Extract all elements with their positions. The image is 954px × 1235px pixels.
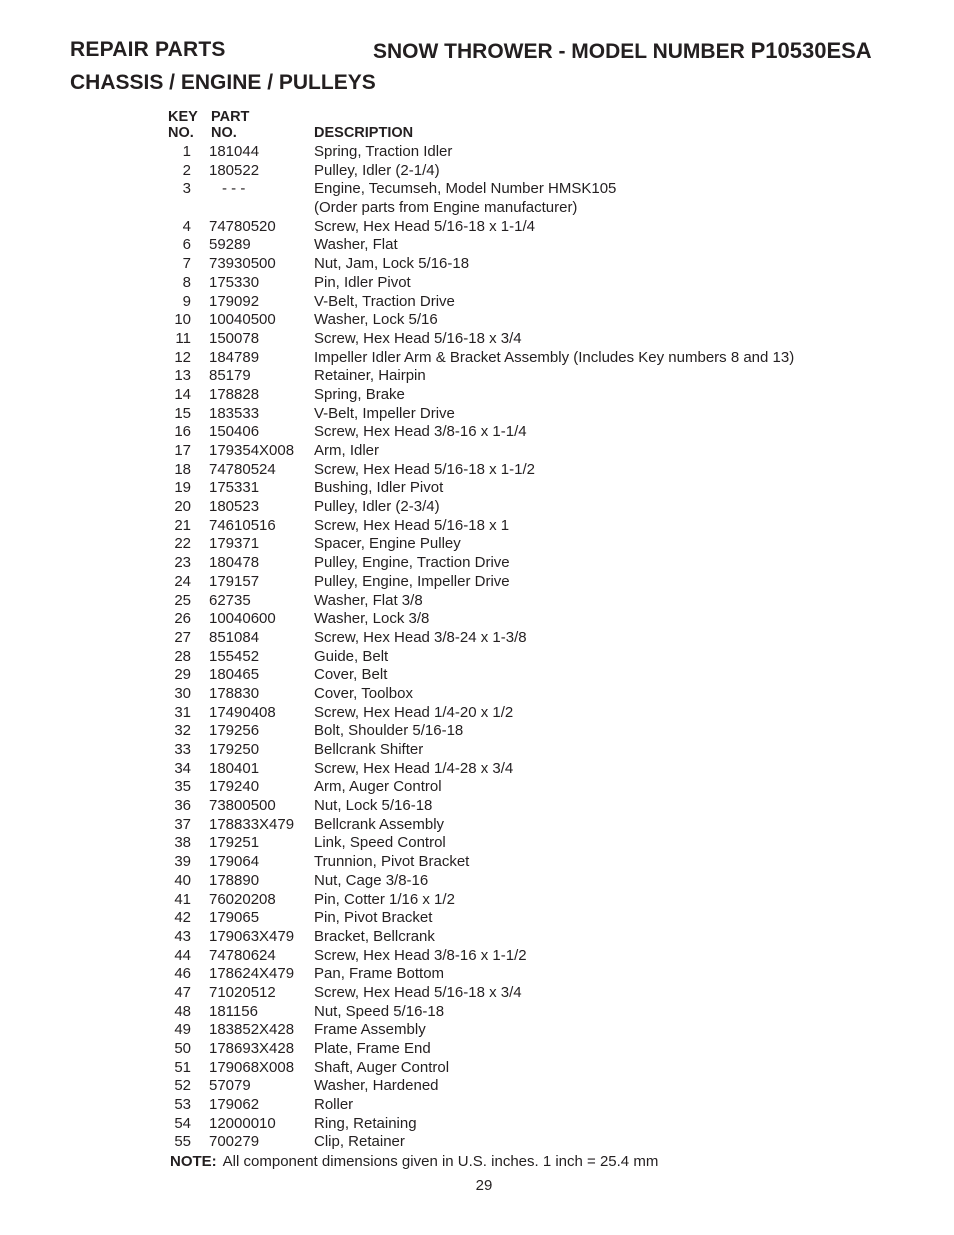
table-row [168,1077,848,1096]
part-description [314,498,440,517]
key-number: 32 [174,722,191,740]
part-description [314,1115,417,1134]
part-number: 179092 [209,292,260,310]
part-description [314,461,535,480]
table-row [168,255,848,274]
description-line: Pulley, Engine, Traction Drive [314,554,510,572]
description-line: Link, Speed Control [314,834,446,852]
table-row [168,535,848,554]
table-row [168,853,848,872]
description-line: Screw, Hex Head 5/16-18 x 1-1/2 [314,460,535,478]
table-row [168,367,848,386]
part-number: 150078 [209,329,260,347]
table-row [168,162,848,181]
description-line: Bracket, Bellcrank [314,927,435,945]
part-number: 184789 [209,348,260,366]
part-description [314,180,616,217]
key-number: 55 [174,1133,191,1151]
part-number: 179354X008 [209,442,295,460]
part-number: 179250 [209,741,260,759]
part-description [314,909,432,928]
part-description [314,947,527,966]
key-number: 28 [174,647,191,665]
table-row [168,891,848,910]
description-line: Washer, Lock 5/16 [314,311,438,329]
description-line: Screw, Hex Head 5/16-18 x 3/4 [314,983,522,1001]
key-number: 7 [182,255,191,273]
description-line: Washer, Flat [314,236,398,254]
part-number: 179068X008 [209,1058,295,1076]
description-line: Guide, Belt [314,647,389,665]
part-description [314,872,428,891]
key-number: 11 [175,329,191,347]
part-number: 851084 [209,628,260,646]
part-number: 183533 [209,404,260,422]
description-line: Washer, Hardened [314,1077,439,1095]
key-number: 34 [174,759,191,777]
key-number: 35 [174,778,191,796]
part-description [314,648,388,667]
description-line: Pulley, Engine, Impeller Drive [314,572,510,590]
description-line: Screw, Hex Head 5/16-18 x 3/4 [314,329,522,347]
part-description [314,685,413,704]
table-row [168,573,848,592]
part-number: 181156 [209,1002,258,1020]
part-number: 179256 [209,722,260,740]
table-row [168,461,848,480]
key-number: 14 [174,385,191,403]
part-number: 179064 [209,853,260,871]
table-row [168,648,848,667]
part-header-line2: NO. [211,125,237,141]
description-line: Pulley, Idler (2-3/4) [314,498,440,516]
description-line: Bushing, Idler Pivot [314,479,444,497]
table-row [168,386,848,405]
table-row [168,143,848,162]
part-description [314,143,452,162]
description-line: V-Belt, Impeller Drive [314,404,455,422]
page-subtitle: CHASSIS / ENGINE / PULLEYS [70,71,376,94]
product-label: SNOW THROWER - MODEL NUMBER [373,40,745,63]
part-description [314,330,522,349]
key-number: 54 [174,1114,191,1132]
part-number: 10040500 [209,311,276,329]
part-number: 180401 [209,759,260,777]
part-description [314,1077,439,1096]
part-number: 183852X428 [209,1021,295,1039]
part-number: 17490408 [209,703,276,721]
description-line: Impeller Idler Arm & Bracket Assembly (Includes Key numbers 8 and 13) [314,348,795,366]
part-number: 74780520 [209,217,276,235]
table-row [168,816,848,835]
part-number: 175331 [209,479,260,497]
part-description [314,891,455,910]
key-number: 22 [174,535,191,553]
part-description [314,218,535,237]
part-number: 179062 [209,1096,260,1114]
table-row [168,293,848,312]
part-description [314,405,455,424]
table-row [168,442,848,461]
part-description [314,349,794,368]
description-line: Pan, Frame Bottom [314,965,445,983]
table-row [168,274,848,293]
key-number: 18 [174,460,191,478]
key-number: 37 [174,815,191,833]
part-description [314,741,423,760]
description-line: Cover, Toolbox [314,684,413,702]
description-line: Pulley, Idler (2-1/4) [314,161,440,179]
part-description [314,479,443,498]
key-header-line2: NO. [168,125,194,141]
table-row [168,965,848,984]
key-number: 44 [174,946,191,964]
part-description [314,834,446,853]
table-row [168,236,848,255]
key-number: 52 [174,1077,191,1095]
part-number: 178890 [209,871,260,889]
description-header: DESCRIPTION [314,125,414,141]
page-number: 29 [475,1177,493,1194]
table-row [168,741,848,760]
description-line: Spring, Brake [314,385,405,403]
table-row [168,405,848,424]
table-row [168,1096,848,1115]
part-number: 178830 [209,684,260,702]
key-number: 19 [174,479,191,497]
part-number: 12000010 [209,1114,276,1132]
part-number: 76020208 [209,890,276,908]
table-row [168,498,848,517]
part-description [314,704,513,723]
table-row [168,797,848,816]
model-number: P10530ESA [750,38,872,63]
description-line: Clip, Retainer [314,1133,405,1151]
key-number: 27 [174,628,191,646]
part-description [314,722,463,741]
key-number: 10 [174,311,191,329]
key-number: 50 [174,1040,191,1058]
note [170,1153,658,1170]
part-description [314,1040,431,1059]
description-line: Cover, Belt [314,666,388,684]
part-description [314,816,444,835]
part-description [314,1021,426,1040]
part-number: 71020512 [209,983,276,1001]
key-number: 30 [174,684,191,702]
part-description [314,666,387,685]
part-number: 74780524 [209,460,276,478]
part-description [314,274,411,293]
part-number: 150406 [209,423,260,441]
description-line: Pin, Pivot Bracket [314,909,433,927]
product-title [373,38,872,64]
table-row [168,1003,848,1022]
description-line: Screw, Hex Head 5/16-18 x 1-1/4 [314,217,535,235]
table-row [168,1059,848,1078]
section-title: REPAIR PARTS [70,38,226,61]
key-number: 36 [174,797,191,815]
part-description [314,1059,449,1078]
table-row [168,666,848,685]
table-row [168,778,848,797]
key-number: 1 [182,143,191,160]
part-description [314,592,423,611]
part-description [314,797,432,816]
part-description [314,760,513,779]
description-line: Plate, Frame End [314,1040,431,1058]
description-line: Spring, Traction Idler [314,143,453,160]
note-label: NOTE: [170,1153,217,1170]
part-description [314,965,444,984]
table-row [168,311,848,330]
key-number: 26 [174,610,191,628]
part-number: 178828 [209,385,260,403]
key-number: 49 [174,1021,191,1039]
table-row [168,928,848,947]
part-number: 180523 [209,498,260,516]
key-number: 43 [174,927,191,945]
key-number: 20 [174,498,191,516]
key-number: 17 [174,442,191,460]
part-description [314,1096,353,1115]
part-number: 700279 [209,1133,260,1151]
part-description [314,573,510,592]
description-line: Shaft, Auger Control [314,1058,450,1076]
part-number: 74610516 [209,516,276,534]
part-number: 179063X479 [209,927,295,945]
part-description [314,984,522,1003]
part-description [314,162,440,181]
key-number: 6 [182,236,191,254]
table-row [168,180,848,217]
table-row [168,610,848,629]
description-line: Trunnion, Pivot Bracket [314,853,470,871]
table-row [168,909,848,928]
key-number: 16 [174,423,191,441]
table-row [168,554,848,573]
description-line: Nut, Jam, Lock 5/16-18 [314,255,470,273]
part-description [314,386,405,405]
parts-table [168,143,848,1152]
description-line: Screw, Hex Head 3/8-16 x 1-1/2 [314,946,527,964]
description-line: Arm, Auger Control [314,778,442,796]
key-number: 15 [174,404,191,422]
description-line: V-Belt, Traction Drive [314,292,455,310]
key-number: 41 [174,890,191,908]
table-row [168,685,848,704]
table-row [168,1133,848,1152]
description-line: (Order parts from Engine manufacturer) [314,199,578,217]
part-description [314,853,469,872]
part-number: 73800500 [209,797,276,815]
key-number: 12 [174,348,191,366]
part-number: 179251 [209,834,260,852]
table-row [168,629,848,648]
description-line: Washer, Flat 3/8 [314,591,423,609]
description-line: Frame Assembly [314,1021,426,1039]
part-description [314,928,435,947]
description-line: Nut, Speed 5/16-18 [314,1002,445,1020]
key-number: 48 [174,1002,191,1020]
part-description [314,1003,444,1022]
description-line: Ring, Retaining [314,1114,417,1132]
part-description [314,535,461,554]
part-number: 180478 [209,554,260,572]
part-number: 181044 [209,143,260,160]
part-number: 74780624 [209,946,276,964]
description-line: Nut, Cage 3/8-16 [314,871,429,889]
part-description [314,517,509,536]
key-number: 51 [174,1058,191,1076]
part-header-line1: PART [211,109,250,125]
note-text: All component dimensions given in U.S. inches. 1 inch = 25.4 mm [222,1153,659,1170]
part-description [314,554,510,573]
part-description [314,1133,405,1152]
part-number: 179240 [209,778,260,796]
part-number: 178693X428 [209,1040,295,1058]
part-no-header [211,109,271,141]
part-number: 59289 [209,236,251,254]
key-number: 38 [174,834,191,852]
table-row [168,479,848,498]
table-row [168,1040,848,1059]
description-line: Bellcrank Shifter [314,741,424,759]
key-number: 13 [174,367,191,385]
part-number: - - - [222,180,246,198]
table-row [168,834,848,853]
description-line: Roller [314,1096,354,1114]
part-number: 155452 [209,647,260,665]
key-number: 42 [174,909,191,927]
table-row [168,984,848,1003]
key-number: 33 [174,741,191,759]
part-number: 62735 [209,591,251,609]
table-row [168,722,848,741]
description-line: Nut, Lock 5/16-18 [314,797,433,815]
key-header-line1: KEY [168,109,198,125]
part-number: 57079 [209,1077,251,1095]
description-line: Spacer, Engine Pulley [314,535,461,553]
table-row [168,349,848,368]
key-number: 23 [174,554,191,572]
description-line: Bolt, Shoulder 5/16-18 [314,722,464,740]
key-number: 4 [182,217,191,235]
table-row [168,330,848,349]
key-number: 53 [174,1096,191,1114]
table-row [168,218,848,237]
part-number: 179157 [209,572,260,590]
part-description [314,311,438,330]
part-description [314,610,429,629]
description-line: Washer, Lock 3/8 [314,610,430,628]
part-number: 178833X479 [209,815,295,833]
table-row [168,872,848,891]
part-number: 85179 [209,367,251,385]
part-description [314,442,379,461]
key-number: 46 [174,965,191,983]
description-line: Engine, Tecumseh, Model Number HMSK105 [314,180,617,198]
key-number: 3 [182,180,191,198]
part-number: 175330 [209,273,260,291]
key-number: 25 [174,591,191,609]
description-line: Pin, Cotter 1/16 x 1/2 [314,890,455,908]
part-number: 179065 [209,909,260,927]
description-line: Screw, Hex Head 3/8-16 x 1-1/4 [314,423,527,441]
part-number: 178624X479 [209,965,295,983]
part-number: 10040600 [209,610,276,628]
description-line: Bellcrank Assembly [314,815,445,833]
table-row [168,423,848,442]
key-number: 31 [174,703,191,721]
table-row [168,704,848,723]
key-number: 2 [182,161,191,179]
description-line: Screw, Hex Head 1/4-20 x 1/2 [314,703,514,721]
table-row [168,760,848,779]
key-number: 47 [174,983,191,1001]
description-line: Screw, Hex Head 1/4-28 x 3/4 [314,759,514,777]
key-number: 9 [182,292,191,310]
table-row [168,1021,848,1040]
description-line: Pin, Idler Pivot [314,273,411,291]
table-row [168,517,848,536]
table-row [168,1115,848,1134]
part-description [314,423,527,442]
part-description [314,293,455,312]
key-number: 29 [174,666,191,684]
description-line: Arm, Idler [314,442,380,460]
part-description [314,367,426,386]
part-number: 180465 [209,666,260,684]
key-no-header [168,109,200,141]
description-line: Screw, Hex Head 5/16-18 x 1 [314,516,510,534]
key-number: 24 [174,572,191,590]
description-line: Retainer, Hairpin [314,367,426,385]
key-number: 8 [182,273,191,291]
part-number: 73930500 [209,255,276,273]
table-row [168,947,848,966]
part-number: 180522 [209,161,260,179]
part-description [314,629,527,648]
key-number: 40 [174,871,191,889]
part-description [314,236,398,255]
table-row [168,592,848,611]
description-line: Screw, Hex Head 3/8-24 x 1-3/8 [314,628,527,646]
key-number: 39 [174,853,191,871]
part-description [314,778,442,797]
part-number: 179371 [209,535,260,553]
key-number: 21 [174,516,191,534]
part-description [314,255,469,274]
